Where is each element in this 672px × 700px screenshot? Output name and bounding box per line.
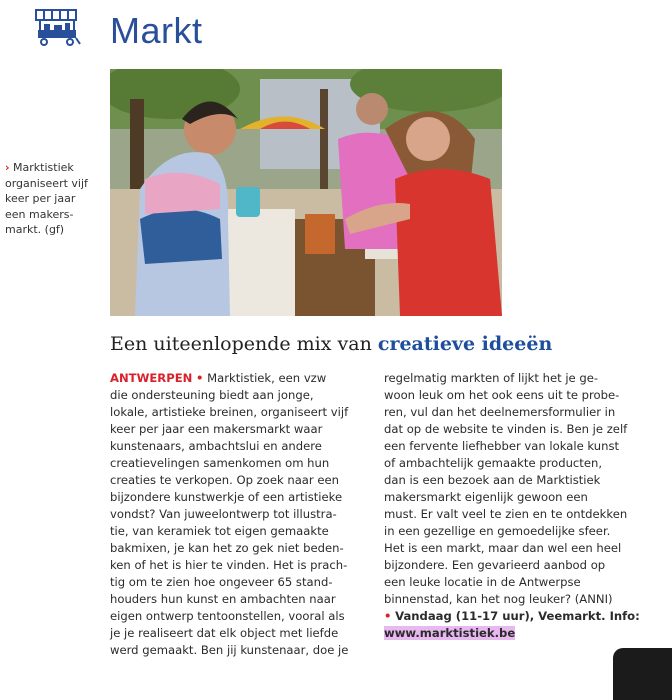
article-column-1 [110, 370, 372, 659]
section-title: Markt [110, 10, 203, 51]
article-column-2 [384, 370, 646, 642]
caption-arrow-icon: › [5, 161, 10, 174]
body-line: bakmixen, je kan het zo gek niet beden- [110, 541, 344, 555]
body-line: of ambachtelijk gemaakte producten, [384, 456, 603, 470]
body-line: binnenstad, kan het nog leuker? (ANNI) [384, 592, 613, 606]
body-line: dat op de website te vinden is. Ben je zelf [384, 422, 628, 436]
info-link-line [384, 625, 646, 642]
body-line [110, 370, 372, 387]
caption-line: een makers- [5, 207, 74, 221]
website-link[interactable]: www.marktistiek.be [384, 626, 516, 640]
headline-emphasis: creatieve ideeën [377, 333, 553, 355]
body-line: ren, vul dan het deelnemersformulier in [384, 405, 616, 419]
body-line: een fervente liefhebber van lokale kunst [384, 439, 620, 453]
photo-caption [5, 160, 100, 238]
body-line: bijzondere kunstwerkje of een artistieke [110, 490, 343, 504]
screen-corner [613, 648, 672, 700]
body-line: creaties te verkopen. Op zoek naar een [110, 473, 339, 487]
body-line: in een gezellige en gemoedelijke sfeer. [384, 524, 611, 538]
body-line: dan is een bezoek aan de Marktistiek [384, 473, 601, 487]
body-line: kunstenaars, ambachtslui en andere [110, 439, 322, 453]
body-line: regelmatig markten of lijkt het je ge- [384, 371, 599, 385]
market-stall-icon [34, 8, 82, 48]
caption-line: markt. (gf) [5, 223, 65, 236]
body-line: je je realiseert dat elk object met liefde [110, 626, 339, 640]
body-line: bijzondere. Een gevarieerd aanbod op [384, 558, 606, 572]
body-line: Marktistiek, een vzw [207, 371, 327, 385]
headline-plain: Een uiteenlopende mix van [110, 333, 372, 355]
body-line: tie, van keramiek tot eigen gemaakte [110, 524, 329, 538]
caption-line: organiseert vijf [5, 176, 88, 190]
market-photo [110, 69, 502, 316]
body-line: makersmarkt eigenlijk gewoon een [384, 490, 588, 504]
body-line: must. Er valt veel te zien en te ontdekken [384, 507, 628, 521]
body-line: een leuke locatie in de Antwerpse [384, 575, 581, 589]
body-line: eigen ontwerp tentoonstellen, vooral als [110, 609, 345, 623]
info-bullet-icon: • [384, 609, 392, 623]
info-text: Vandaag (11-17 uur), Veemarkt. Info: [395, 609, 640, 623]
info-line [384, 608, 646, 625]
dateline: ANTWERPEN [110, 371, 193, 385]
body-line: woon leuk om het ook eens uit te probe- [384, 388, 620, 402]
body-line: lokale, artistieke breinen, organiseert vijf [110, 405, 349, 419]
body-line: creatievelingen samenkomen om hun [110, 456, 330, 470]
article-headline [110, 333, 552, 355]
caption-line: Marktistiek [13, 161, 74, 174]
body-line: werd gemaakt. Ben jij kunstenaar, doe je [110, 643, 349, 657]
body-line: ken of het is hier te vinden. Het is prach- [110, 558, 348, 572]
bullet-icon: • [196, 371, 204, 385]
body-line: houders hun kunst en ambachten naar [110, 592, 336, 606]
body-line: die ondersteuning biedt aan jonge, [110, 388, 314, 402]
caption-line: keer per jaar [5, 192, 76, 205]
body-line: tig om te zien hoe ongeveer 65 stand- [110, 575, 333, 589]
body-line: vondst? Van juweelontwerp tot illustra- [110, 507, 337, 521]
body-line: keer per jaar een makersmarkt waar [110, 422, 323, 436]
body-line: Het is een markt, maar dan wel een heel [384, 541, 622, 555]
